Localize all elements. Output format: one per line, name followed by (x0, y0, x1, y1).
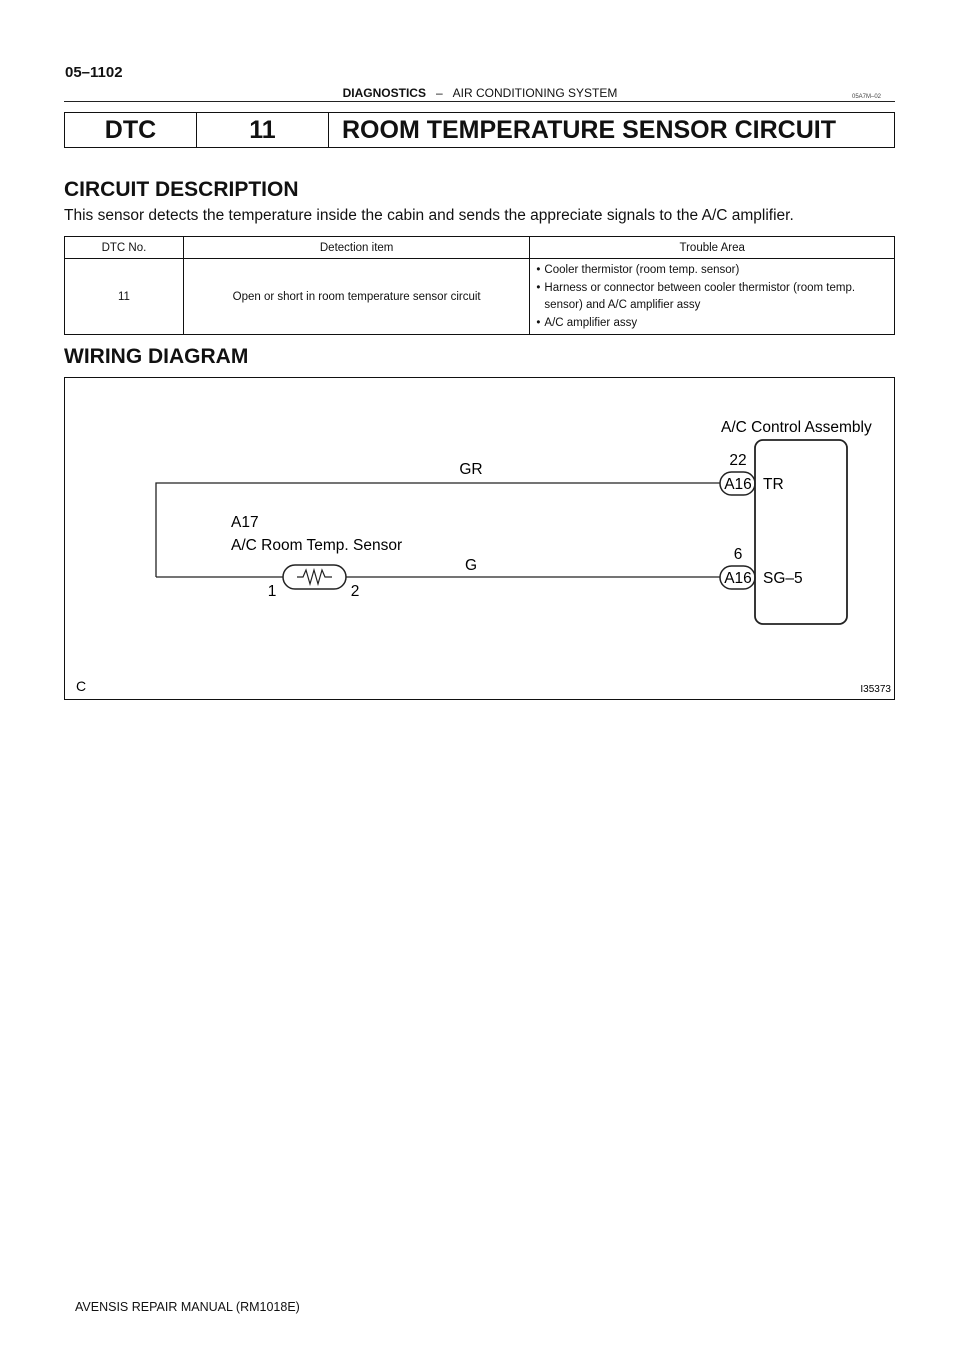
wiring-diagram-svg (65, 378, 894, 699)
cell-dtc-no: 11 (65, 259, 184, 335)
dtc-number: 11 (197, 113, 329, 147)
terminal-tr: TR (763, 476, 784, 493)
column-header-dtc-no: DTC No. (65, 237, 184, 259)
dtc-title-box (64, 112, 895, 148)
wiring-diagram-heading: WIRING DIAGRAM (64, 345, 249, 368)
column-header-trouble-area: Trouble Area (530, 237, 895, 259)
sensor-pin-2: 2 (350, 583, 360, 600)
sensor-pin-1: 1 (267, 583, 277, 600)
connector-label-top: A16 (724, 476, 752, 493)
connector-label-bottom: A16 (724, 570, 752, 587)
room-temp-sensor (283, 565, 346, 589)
list-item (536, 315, 888, 333)
trouble-area-item: A/C amplifier assy (544, 316, 638, 329)
table-row (65, 259, 895, 335)
terminal-sg5: SG–5 (763, 570, 803, 587)
ac-control-assembly-label: A/C Control Assembly (721, 419, 872, 436)
wire-color-g: G (464, 557, 478, 574)
page-number: 05–1102 (65, 64, 123, 81)
trouble-area-item: Cooler thermistor (room temp. sensor) (544, 264, 740, 276)
sensor-code: A17 (231, 514, 259, 531)
document-code: 05A7M–02 (852, 94, 882, 100)
circuit-description-text: This sensor detects the temperature inside the cabin and sends the appreciate signals to the A/C amplifier. (64, 207, 794, 224)
bullet: • (536, 316, 541, 329)
footer-manual-title: AVENSIS REPAIR MANUAL (RM1018E) (75, 1300, 300, 1314)
section-name: DIAGNOSTICS (342, 86, 426, 100)
list-item (536, 280, 888, 315)
pin-number-top: 22 (729, 452, 747, 469)
bullet: • (536, 281, 541, 294)
pin-number-bottom: 6 (733, 546, 743, 563)
cell-detection-item: Open or short in room temperature sensor circuit (183, 259, 530, 335)
table-header-row (65, 237, 895, 259)
diagram-corner-letter: C (76, 678, 87, 694)
dtc-label: DTC (65, 113, 197, 147)
trouble-area-item: Harness or connector between cooler thermistor (room temp. sensor) and A/C amplifier assy (544, 281, 856, 311)
figure-id: I35373 (860, 684, 891, 695)
subsection-name: AIR CONDITIONING SYSTEM (452, 86, 618, 100)
list-item (536, 262, 888, 280)
cell-trouble-area (530, 259, 895, 335)
running-header (0, 86, 960, 100)
ac-control-assembly-box (755, 440, 847, 624)
circuit-description-heading: CIRCUIT DESCRIPTION (64, 178, 299, 201)
wiring-diagram (64, 377, 895, 700)
sensor-name: A/C Room Temp. Sensor (231, 537, 403, 554)
bullet: • (536, 264, 541, 276)
header-rule (64, 101, 895, 102)
wire-color-gr: GR (459, 461, 483, 478)
dtc-table (64, 236, 895, 335)
dtc-title: ROOM TEMPERATURE SENSOR CIRCUIT (342, 115, 836, 144)
header-separator: – (435, 86, 443, 100)
column-header-detection-item: Detection item (183, 237, 530, 259)
